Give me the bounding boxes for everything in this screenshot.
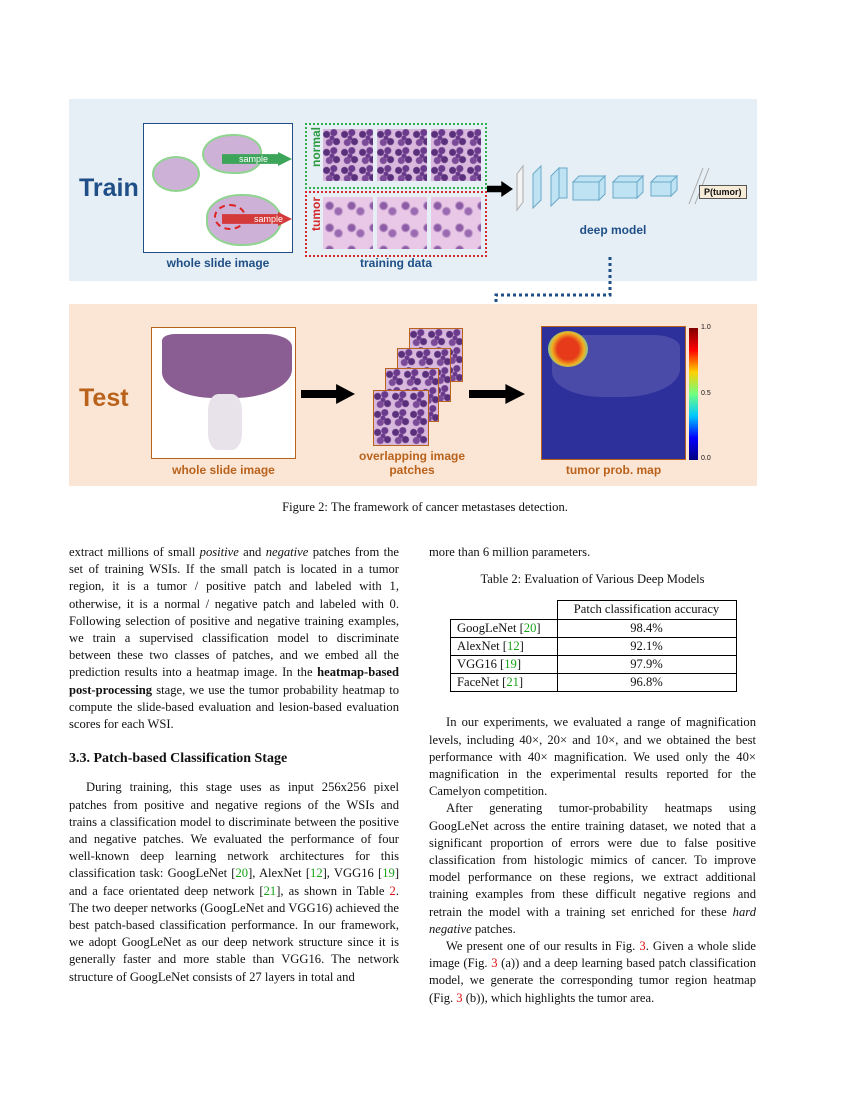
table-row: FaceNet [21] 96.8% bbox=[451, 674, 737, 692]
paragraph: After generating tumor-probability heatmaps using GoogLeNet across the entire training dataset, we noted that a significant proportion of errors were due to false positive classification from histologic mimics of cancer. To improve model performance on these regions, we extract additional training examples from these difficult negative regions and retrain the model with a training set enriched for these hard negative patches. bbox=[429, 801, 756, 936]
tissue-region bbox=[152, 156, 200, 192]
paragraph: In our experiments, we evaluated a range of magnification levels, including 40×, 20× and 10×, and we obtained the best performance with 40× magnification. We used only the 40× magnification in the experimental results reported for the Camelyon competition. bbox=[429, 715, 756, 799]
tissue-region bbox=[162, 334, 292, 398]
tumor-patch bbox=[323, 197, 373, 249]
table-row: GoogLeNet [20] 98.4% bbox=[451, 619, 737, 637]
sample-label-normal: sample bbox=[239, 154, 269, 164]
overlapping-patch bbox=[373, 390, 429, 446]
figure-ref-link[interactable]: 3 bbox=[456, 990, 463, 1005]
deep-model-caption: deep model bbox=[579, 223, 647, 237]
citation-link[interactable]: 12 bbox=[507, 638, 520, 653]
normal-patch bbox=[323, 129, 373, 181]
figure-ref-link[interactable]: 3 bbox=[491, 956, 498, 971]
accuracy-value: 92.1% bbox=[557, 637, 736, 655]
citation-link[interactable]: 20 bbox=[235, 866, 249, 881]
citation-link[interactable]: 20 bbox=[523, 620, 537, 635]
figure-ref-link[interactable]: 3 bbox=[639, 939, 646, 954]
training-data-caption: training data bbox=[359, 256, 432, 270]
tumor-patch bbox=[431, 197, 481, 249]
tumor-patch-group bbox=[305, 191, 487, 257]
tumor-hotspot bbox=[548, 331, 588, 367]
right-column bbox=[429, 544, 756, 1007]
model-layer bbox=[651, 176, 677, 196]
tissue-region bbox=[208, 394, 242, 450]
table-row: AlexNet [12] 92.1% bbox=[451, 637, 737, 655]
colorbar-tick-mid: 0.5 bbox=[701, 390, 711, 397]
table-header-row bbox=[451, 601, 737, 619]
table-caption: Table 2: Evaluation of Various Deep Models bbox=[480, 572, 705, 587]
citation-link[interactable]: 21 bbox=[506, 675, 519, 690]
wsi-to-patches-arrow bbox=[301, 384, 355, 404]
paragraph: extract millions of small positive and negative patches from the set of training WSIs. If the small patch is located in a tumor region, it is a tumor / positive patch and labeled with 1, otherwise, it is a normal / negative patch and labeled with 0. Following selection of positive and negative training examples, we train a supervised classification model to discriminate between these two classes of patches, and we embed all the prediction results into a heatmap image. In the heatmap-based post-processing stage, we use the tumor probability heatmap to compute the slide-based evaluation and lesion-based evaluation scores for each WSI. bbox=[69, 545, 399, 732]
train-wsi-caption: whole slide image bbox=[166, 256, 270, 270]
normal-patch bbox=[431, 129, 481, 181]
train-wsi-image bbox=[143, 123, 293, 253]
citation-link[interactable]: 19 bbox=[382, 866, 395, 881]
paragraph: During training, this stage uses as input 256x256 pixel patches from positive and negative regions of the WSIs and trains a classification model to discriminate between the positive and negative patches. We evaluated the performance of four well-known deep learning network architectures for this classification task: GoogLeNet [20], AlexNet [12], VGG16 [19] and a face orientated deep network [21], as shown in Table 2. The two deeper networks (GoogLeNet and VGG16) achieved the best patch-based classification performance. In our framework, we adopt GoogLeNet as our deep network structure since it is generally faster and more stable than VGG16. The network structure of GoogLeNet consists of 27 layers in total and bbox=[69, 780, 400, 984]
test-label: Test bbox=[79, 384, 129, 412]
train-label: Train bbox=[79, 174, 139, 202]
figure-caption: Figure 2: The framework of cancer metastases detection. bbox=[282, 500, 568, 514]
sample-label-tumor: sample bbox=[254, 214, 284, 224]
left-column bbox=[69, 544, 399, 986]
colorbar bbox=[689, 328, 698, 460]
paragraph: more than 6 million parameters. bbox=[429, 545, 591, 559]
accuracy-value: 98.4% bbox=[557, 619, 736, 637]
model-layer bbox=[533, 166, 541, 208]
patches-to-heatmap-arrow bbox=[469, 384, 525, 404]
paragraph: We present one of our results in Fig. 3. Given a whole slide image (Fig. 3 (a)) and a deep learning based patch classification model, we generate the corresponding tumor region heatmap (Fig. 3 (b)), which highlights the tumor area. bbox=[429, 939, 756, 1005]
results-table bbox=[450, 600, 737, 692]
model-layer bbox=[551, 168, 567, 206]
tumor-label: tumor bbox=[309, 197, 323, 231]
patches-caption-line1: overlapping image bbox=[358, 449, 466, 463]
tumor-patch bbox=[377, 197, 427, 249]
section-heading: 3.3. Patch-based Classification Stage bbox=[69, 751, 288, 767]
citation-link[interactable]: 19 bbox=[504, 657, 517, 672]
test-panel bbox=[69, 304, 757, 486]
train-panel bbox=[69, 99, 757, 281]
citation-link[interactable]: 12 bbox=[310, 866, 323, 881]
accuracy-value: 97.9% bbox=[557, 656, 736, 674]
patches-caption-line2: patches bbox=[389, 463, 435, 477]
accuracy-value: 96.8% bbox=[557, 674, 736, 692]
model-layer bbox=[517, 166, 523, 210]
model-layer bbox=[573, 176, 605, 200]
test-wsi-image bbox=[151, 327, 296, 459]
colorbar-tick-max: 1.0 bbox=[701, 324, 711, 331]
table-row: VGG16 [19] 97.9% bbox=[451, 656, 737, 674]
model-layer bbox=[613, 176, 643, 198]
citation-link[interactable]: 21 bbox=[263, 883, 277, 898]
table-ref-link[interactable]: 2 bbox=[389, 883, 396, 898]
test-wsi-caption: whole slide image bbox=[172, 463, 275, 477]
table-header: Patch classification accuracy bbox=[557, 601, 736, 619]
model-output-box: P(tumor) bbox=[699, 185, 747, 199]
normal-patch-group bbox=[305, 123, 487, 189]
patches-caption bbox=[351, 449, 473, 477]
to-model-arrow bbox=[487, 181, 513, 197]
tumor-heatmap bbox=[541, 326, 686, 460]
normal-label: normal bbox=[309, 126, 323, 167]
colorbar-tick-min: 0.0 bbox=[701, 455, 711, 462]
normal-patch bbox=[377, 129, 427, 181]
heatmap-caption: tumor prob. map bbox=[565, 463, 662, 477]
